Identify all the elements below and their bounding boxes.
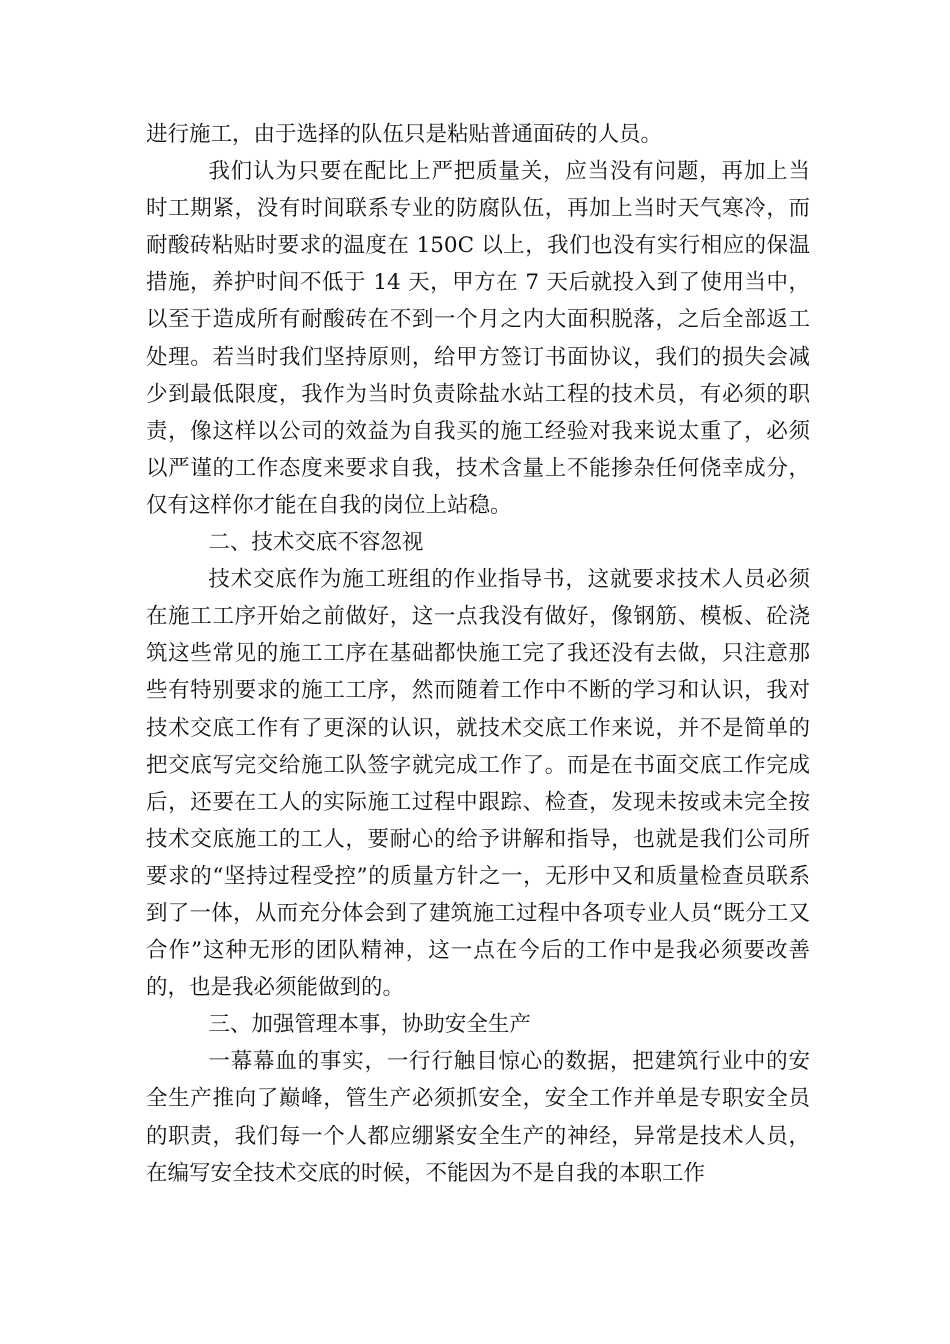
section-heading-safety-management: 三、加强管理本事，协助安全生产 xyxy=(208,1012,531,1038)
section-heading-technical-briefing: 二、技术交底不容忽视 xyxy=(208,530,424,556)
continuation-paragraph: 进行施工，由于选择的队伍只是粘贴普通面砖的人员。 xyxy=(146,122,663,147)
body-paragraph-quality-control: 我们认为只要在配比上严把质量关，应当没有问题，再加上当时工期紧，没有时间联系专业的防腐队伍，再加上当时天气寒冷，而耐酸砖粘贴时要求的温度在 150C 以上，我们也没有实行相应的保温措施，养护时间不低于 14 天，甲方在 7 天后就投入到了使用当中，以至于造成所有耐酸砖在不到一个月之内大面积脱落，之后全部返工处理。若当时我们坚持原则，给甲方签订书面协议，我们的损失会减少到最低限度，我作为当时负责除盐水站工程的技术员，有必须的职责，像这样以公司的效益为自我买的施工经验对我来说太重了，必须以严谨的工作态度来要求自我，技术含量上不能掺杂任何侥幸成分，仅有这样你才能在自我的岗位上站稳。 xyxy=(146,159,810,518)
body-paragraph-safety-production: 一幕幕血的事实，一行行触目惊心的数据，把建筑行业中的安全生产推向了巅峰，管生产必须抓安全，安全工作并单是专职安全员的职责，我们每一个人都应绷紧安全生产的神经，异常是技术人员，在编写安全技术交底的时候，不能因为不是自我的本职工作 xyxy=(146,1049,810,1186)
body-paragraph-technical-briefing: 技术交底作为施工班组的作业指导书，这就要求技术人员必须在施工工序开始之前做好，这一点我没有做好，像钢筋、模板、砼浇筑这些常见的施工工序在基础都快施工完了我还没有去做，只注意那些有特别要求的施工工序，然而随着工作中不断的学习和认识，我对技术交底工作有了更深的认识，就技术交底工作来说，并不是简单的把交底写完交给施工队签字就完成工作了。而是在书面交底工作完成后，还要在工人的实际施工过程中跟踪、检查，发现未按或未完全按技术交底施工的工人，要耐心的给予讲解和指导，也就是我们公司所要求的“坚持过程受控”的质量方针之一，无形中又和质量检查员联系到了一体，从而充分体会到了建筑施工过程中各项专业人员“既分工又合作”这种无形的团队精神，这一点在今后的工作中是我必须要改善的，也是我必须能做到的。 xyxy=(146,567,810,1001)
document-body xyxy=(146,116,810,1192)
